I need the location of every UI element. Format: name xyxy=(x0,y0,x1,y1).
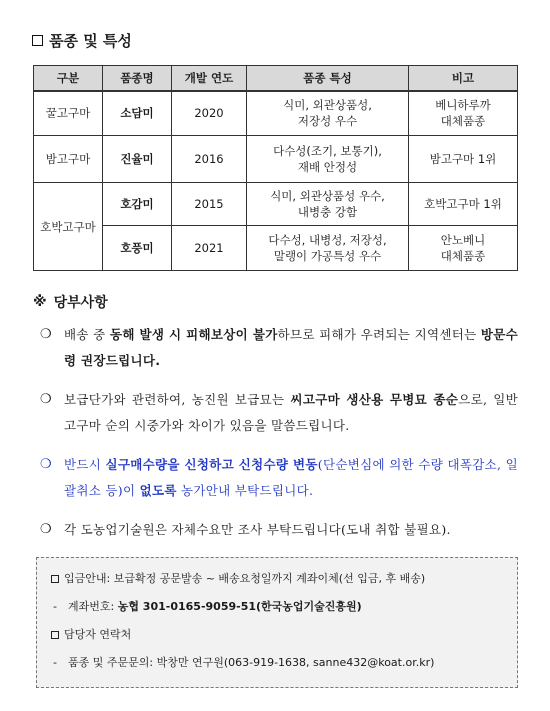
note-plain: (단순변심에 의한 수량 대폭감소, 일괄취소 등)이 xyxy=(64,457,519,498)
cell-year: 2020 xyxy=(172,91,247,136)
trait-line: 말랭이 가공특성 우수 xyxy=(273,249,382,263)
cell-year: 2016 xyxy=(172,136,247,183)
section-title-varieties xyxy=(32,30,132,51)
circle-bullet-icon: ❍ xyxy=(40,327,52,342)
remark-line: 밤고구마 1위 xyxy=(429,152,497,166)
inquiry-text: 품종 및 주문문의: 박창만 연구원(063-919-1638, sanne432@koat.or.kr) xyxy=(68,656,435,669)
header-remarks: 비고 xyxy=(409,66,518,91)
note-bold: 실구매수량을 신청하고 신청수량 변동 xyxy=(105,457,318,472)
cell-year: 2015 xyxy=(172,183,247,226)
cell-category: 꿀고구마 xyxy=(34,91,103,136)
inquiry-line xyxy=(51,656,517,684)
note-plain: 보급단가와 관련하여, 농진원 보급묘는 xyxy=(64,392,291,407)
list-item xyxy=(40,322,518,374)
note-bold: 없도록 xyxy=(139,483,177,498)
remark-line: 안노베니 xyxy=(440,233,486,247)
note-text xyxy=(64,452,518,504)
note-bold: 방문수령 권장드립니다. xyxy=(64,327,519,368)
remark-line: 베니하루까 xyxy=(435,98,491,113)
trait-line: 식미, 외관상품성 우수, xyxy=(270,189,385,203)
cell-traits xyxy=(247,226,409,271)
trait-line: 다수성(조기, 보통기), xyxy=(273,144,382,158)
header-traits: 품종 특성 xyxy=(247,66,409,91)
remark-line: 호박고구마 1위 xyxy=(424,197,502,211)
note-bold: 씨고구마 생산용 무병묘 종순 xyxy=(290,392,459,407)
checkbox-square-icon xyxy=(32,35,43,46)
header-variety-name: 품종명 xyxy=(103,66,172,91)
trait-line: 재배 안정성 xyxy=(297,160,358,174)
variety-table xyxy=(33,65,518,271)
dash-marker: - xyxy=(53,600,57,613)
cell-variety-name: 진율미 xyxy=(103,136,172,183)
cell-remarks xyxy=(409,226,518,271)
circle-bullet-icon: ❍ xyxy=(40,457,52,472)
cell-remarks xyxy=(409,136,518,183)
circle-bullet-icon: ❍ xyxy=(40,392,52,407)
account-label-text: 계좌번호: xyxy=(68,600,118,613)
section-title-requests xyxy=(33,292,108,312)
table-row xyxy=(34,226,518,271)
trait-line: 내병충 강함 xyxy=(297,205,358,219)
list-item xyxy=(40,452,518,504)
account-number: 농협 301-0165-9059-51(한국농업기술진흥원) xyxy=(117,600,362,613)
remark-line: 대체품종 xyxy=(440,114,486,129)
note-plain: 각 도농업기술원은 자체수요만 조사 부탁드립니다(도내 취합 불필요). xyxy=(64,522,451,537)
note-plain: 으로, 일반 고구마 순의 시중가와 차이가 있음을 말씀드립니다. xyxy=(64,392,518,433)
cell-traits xyxy=(247,183,409,226)
note-text xyxy=(64,387,518,439)
circle-bullet-icon: ❍ xyxy=(40,522,52,537)
account-line xyxy=(51,600,517,628)
trait-line: 저장성 우수 xyxy=(297,114,358,129)
cell-category: 호박고구마 xyxy=(34,183,103,271)
cell-variety-name: 호감미 xyxy=(103,183,172,226)
cell-year: 2021 xyxy=(172,226,247,271)
table-row xyxy=(34,91,518,136)
cell-category: 밤고구마 xyxy=(34,136,103,183)
payment-info-line xyxy=(51,572,517,600)
square-bullet-icon xyxy=(51,631,59,639)
cell-remarks xyxy=(409,183,518,226)
trait-line: 식미, 외관상품성, xyxy=(283,98,372,113)
note-text xyxy=(64,517,518,543)
cell-traits xyxy=(247,91,409,136)
dash-marker: - xyxy=(53,656,57,669)
square-bullet-icon xyxy=(51,575,59,583)
list-item xyxy=(40,517,518,543)
table-header-row xyxy=(34,66,518,91)
cell-variety-name: 소담미 xyxy=(103,91,172,136)
section-title-text: 당부사항 xyxy=(53,295,108,311)
header-category: 구분 xyxy=(34,66,103,91)
table-row xyxy=(34,183,518,226)
remark-line: 대체품종 xyxy=(440,249,486,263)
note-text xyxy=(64,322,518,374)
reference-mark-icon: ※ xyxy=(33,294,47,310)
trait-line: 다수성, 내병성, 저장성, xyxy=(268,233,387,247)
list-item xyxy=(40,387,518,439)
note-plain: 농가안내 부탁드립니다. xyxy=(176,483,314,498)
contact-info-box xyxy=(36,557,518,688)
note-plain: 하므로 피해가 우려되는 지역센터는 xyxy=(277,327,481,342)
payment-info-text: 입금안내: 보급확정 공문발송 ~ 배송요청일까지 계좌이체(선 입금, 후 배송) xyxy=(64,572,426,585)
request-notes xyxy=(40,322,518,556)
contact-heading: 담당자 연락처 xyxy=(64,628,132,641)
cell-traits xyxy=(247,136,409,183)
note-bold: 동해 발생 시 피해보상이 불가 xyxy=(109,327,278,342)
cell-variety-name: 호풍미 xyxy=(103,226,172,271)
section-title-text: 품종 및 특성 xyxy=(49,32,132,50)
account-label xyxy=(68,600,362,614)
cell-remarks xyxy=(409,91,518,136)
header-year: 개발 연도 xyxy=(172,66,247,91)
contact-heading-line xyxy=(51,628,517,656)
note-plain: 배송 중 xyxy=(64,327,110,342)
note-plain: 반드시 xyxy=(64,457,106,472)
table-row xyxy=(34,136,518,183)
